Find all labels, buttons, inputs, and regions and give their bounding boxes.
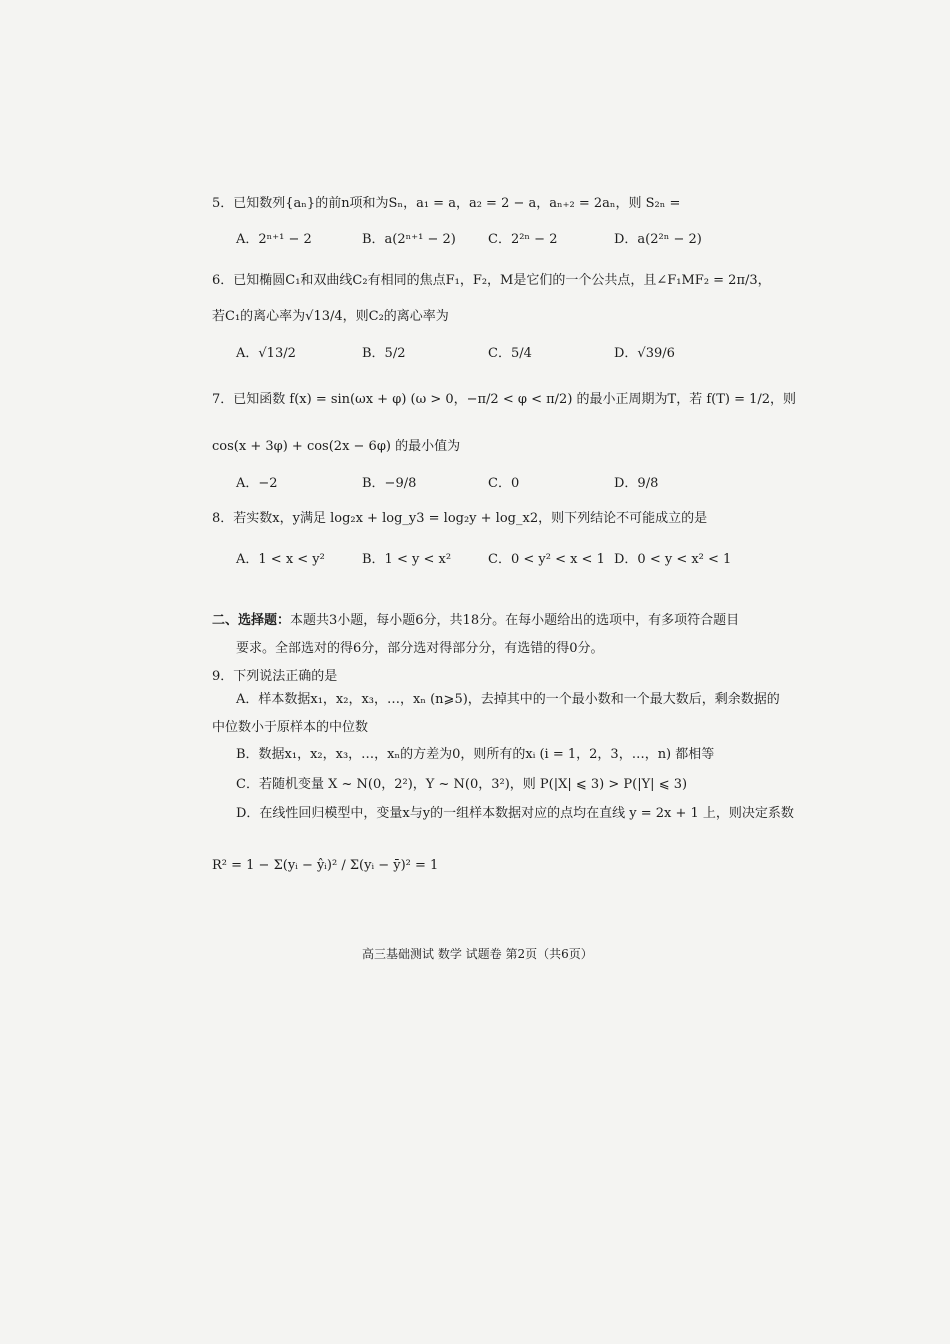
section2-header [212,612,739,630]
q9-option-a-line1: A．样本数据x₁，x₂，x₃，…，xₙ (n⩾5)，去掉其中的一个最小数和一个最大数后，剩余数据的 [236,692,780,707]
q6-option-d: D．√39/6 [614,346,675,361]
q6-option-a: A．√13/2 [236,346,296,361]
q5-option-b: B．a(2ⁿ⁺¹ − 2) [362,232,456,247]
q9-option-b: B．数据x₁，x₂，x₃，…，xₙ的方差为0，则所有的xᵢ (i = 1，2，3，…，n) 都相等 [236,747,715,762]
section2-instructions-line2: 要求。全部选对的得6分，部分选对得部分分，有选错的得0分。 [236,641,604,656]
q9-option-c: C．若随机变量 X ~ N(0，2²)，Y ~ N(0，3²)，则 P(|X| ⩽ 3) > P(|Y| ⩽ 3) [236,777,688,792]
q8-option-a: A．1 < x < y² [236,552,325,567]
q5-option-c: C．2²ⁿ − 2 [488,232,558,247]
q5-option-d: D．a(2²ⁿ − 2) [614,232,702,247]
q7-option-b: B．−9/8 [362,476,417,491]
q6-option-c: C．5/4 [488,346,532,361]
q7-option-c: C．0 [488,476,520,491]
q7-stem-line1: 7．已知函数 f(x) = sin(ωx + φ) (ω > 0，−π/2 < φ < π/2) 的最小正周期为T，若 f(T) = 1/2，则 [212,392,797,407]
q6-option-b: B．5/2 [362,346,406,361]
q7-option-a: A．−2 [236,476,278,491]
q5-stem: 5．已知数列{aₙ}的前n项和为Sₙ，a₁ = a，a₂ = 2 − a，aₙ₊₂ = 2aₙ，则 S₂ₙ = [212,196,681,211]
q9-stem: 9．下列说法正确的是 [212,669,338,684]
q9-option-a-line2: 中位数小于原样本的中位数 [212,720,369,735]
q5-option-a: A．2ⁿ⁺¹ − 2 [236,232,312,247]
q7-option-d: D．9/8 [614,476,659,491]
q6-stem-line1: 6．已知椭圆C₁和双曲线C₂有相同的焦点F₁，F₂，M是它们的一个公共点，且∠F₁MF₂ = 2π/3， [212,273,771,288]
q8-stem: 8．若实数x，y满足 log₂x + log_y3 = log₂y + log_x2，则下列结论不可能成立的是 [212,511,708,526]
section2-instructions-line1: 本题共3小题，每小题6分，共18分。在每小题给出的选项中，有多项符合题目 [290,613,740,628]
q8-option-d: D．0 < y < x² < 1 [614,552,732,567]
section2-title: 二、选择题： [212,613,291,628]
q9-option-d: D．在线性回归模型中，变量x与y的一组样本数据对应的点均在直线 y = 2x + 1 上，则决定系数 [236,806,794,821]
q8-option-b: B．1 < y < x² [362,552,452,567]
q9-formula: R² = 1 − Σ(yᵢ − ŷᵢ)² / Σ(yᵢ − ȳ)² = 1 [212,858,439,873]
q6-stem-line2: 若C₁的离心率为√13/4，则C₂的离心率为 [212,309,449,324]
page-footer: 高三基础测试 数学 试题卷 第2页（共6页） [362,947,593,961]
q8-option-c: C．0 < y² < x < 1 [488,552,605,567]
q7-stem-line2: cos(x + 3φ) + cos(2x − 6φ) 的最小值为 [212,439,461,454]
